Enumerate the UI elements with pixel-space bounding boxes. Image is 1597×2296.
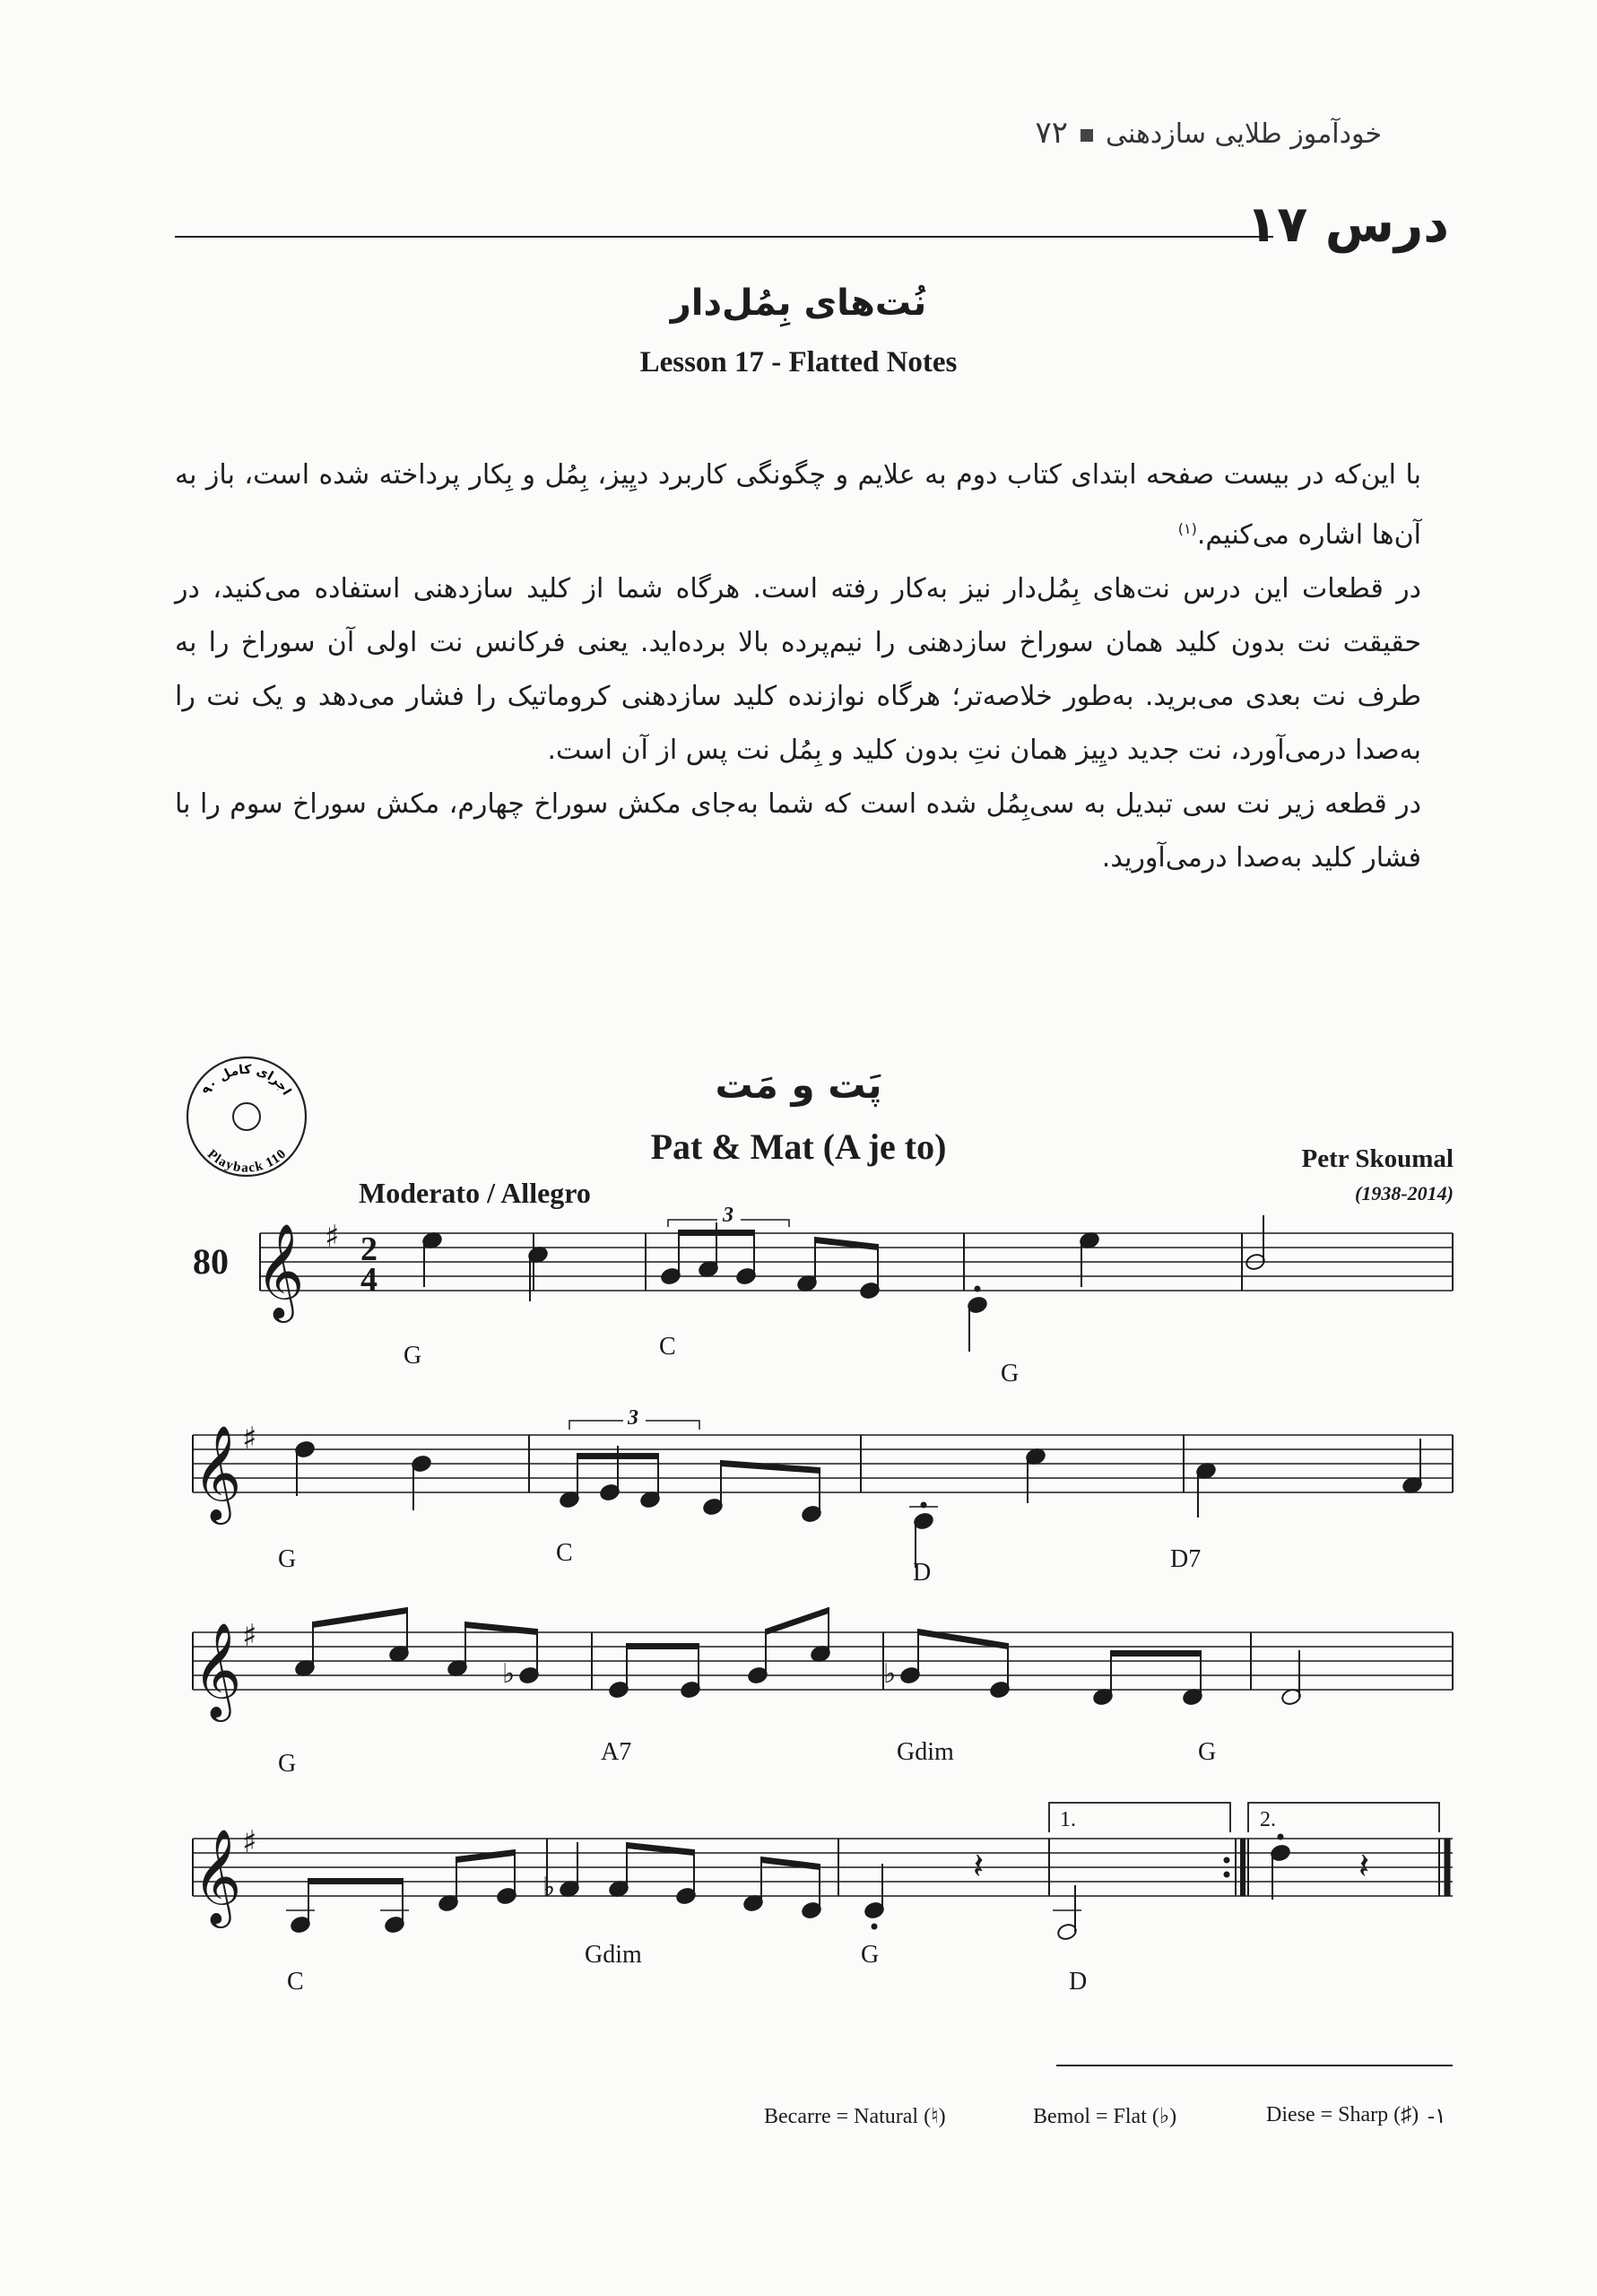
treble-clef-icon: 𝄞 — [193, 1828, 242, 1924]
book-title: خودآموز طلایی سازدهنی — [1106, 118, 1382, 150]
ending-2-label: 2. — [1260, 1808, 1276, 1831]
time-signature-bottom: 4 — [360, 1261, 378, 1299]
chord-symbol: G — [278, 1750, 297, 1778]
chord-symbol: D7 — [1170, 1545, 1202, 1573]
quarter-rest-icon: 𝄽 — [973, 1846, 985, 1887]
piece-title-persian: پَت و مَت — [715, 1063, 882, 1107]
key-sharp-icon: ♯ — [242, 1421, 257, 1457]
ending-1-label: 1. — [1060, 1808, 1076, 1831]
key-sharp-icon: ♯ — [325, 1219, 340, 1255]
lesson-heading: درس ۱۷ — [1245, 196, 1449, 254]
key-sharp-icon: ♯ — [242, 1618, 257, 1654]
piece-title-english: Pat & Mat (A je to) — [650, 1126, 947, 1167]
paragraph-1: با این‌که در بیست صفحه ابتدای کتاب دوم به علایم و چگونگی کاربرد دیِیز، بِمُل و بِکار پرداخته شده است، باز به آن‌ها اشاره می‌کنیم.$^{(۱)}$ — [175, 459, 1421, 551]
note-beam — [1111, 1650, 1201, 1657]
note-beam — [313, 1607, 407, 1628]
chord-symbol: G — [278, 1545, 297, 1573]
chord-symbol: C — [556, 1539, 573, 1567]
footnote-flat: Bemol = Flat (♭) — [1033, 2105, 1177, 2128]
notes-layer — [286, 1215, 1423, 1941]
chord-symbol: G — [1198, 1738, 1217, 1766]
chord-symbol: Gdim — [897, 1738, 954, 1766]
flat-accidental-icon: ♭ — [502, 1658, 516, 1690]
staccato-dot — [975, 1286, 981, 1292]
heading-rule — [175, 236, 1273, 238]
exercise-number: 80 — [193, 1241, 229, 1282]
triplet-mark: 3 — [723, 1204, 733, 1227]
composer-years: (1938-2014) — [1355, 1182, 1454, 1205]
footnote-natural: Becarre = Natural (♮) — [764, 2105, 946, 2128]
time-signature-top: 2 — [360, 1231, 378, 1268]
chord-symbol: D — [913, 1559, 932, 1587]
flat-accidental-icon: ♭ — [883, 1658, 897, 1690]
tempo-marking: Moderato / Allegro — [359, 1177, 591, 1209]
note-beam — [627, 1643, 699, 1649]
cd-label-fa: اجرای کامل ۹۰ — [199, 1062, 294, 1099]
staccato-dot — [872, 1924, 878, 1930]
footnote-rule — [1056, 2065, 1453, 2066]
body-text — [175, 448, 1421, 885]
triplet-mark: 3 — [628, 1406, 638, 1430]
note-beam — [308, 1878, 403, 1884]
note-beam — [456, 1849, 515, 1863]
composer: Petr Skoumal — [1301, 1144, 1454, 1173]
chord-symbol: A7 — [601, 1738, 632, 1766]
running-header — [1035, 115, 1382, 151]
note-beam — [721, 1460, 820, 1474]
separator-square-icon — [1081, 129, 1093, 142]
note-beam — [577, 1453, 658, 1459]
key-sharp-icon: ♯ — [242, 1824, 257, 1860]
chord-symbol: C — [287, 1968, 304, 1996]
chord-symbol: G — [861, 1941, 880, 1969]
chord-symbol: G — [1001, 1360, 1020, 1387]
staff-system-2 — [193, 1435, 1453, 1492]
treble-clef-icon: 𝄞 — [256, 1222, 305, 1318]
lesson-title-persian: نُت‌های بِمُل‌دار — [670, 283, 927, 324]
chord-symbol: D — [1069, 1968, 1088, 1996]
treble-clef-icon: 𝄞 — [193, 1622, 242, 1718]
paragraph-2: در قطعات این درس نت‌های بِمُل‌دار نیز به‌کار رفته است. هرگاه شما از کلید سازدهنی استفاده می‌کنید، در حقیقت نت بدون کلید همان سوراخ سازدهنی را نیم‌پرده بالا برده‌اید. یعنی فرکانس نت اولی آن سوراخ را به طرف نت بعدی می‌برید. به‌طور خلاصه‌تر؛ هرگاه نوازنده کلید سازدهنی کروماتیک را فشار می‌دهد و یک نت را به‌صدا درمی‌آورد، نت جدید دیِیز همان نتِ بدون کلید و بِمُل نت پس از آن است. — [175, 573, 1421, 766]
quarter-rest-icon: 𝄽 — [1358, 1846, 1370, 1887]
cd-label-en: Playback 110 — [204, 1146, 290, 1176]
lesson-title-english: Lesson 17 - Flatted Notes — [639, 346, 958, 378]
chord-symbol: C — [659, 1333, 676, 1361]
chord-symbol: G — [404, 1342, 422, 1370]
chord-symbol: Gdim — [585, 1941, 642, 1969]
note-beam — [766, 1607, 829, 1635]
treble-clef-icon: 𝄞 — [193, 1424, 242, 1520]
footnote-marker: -۱ — [1428, 2105, 1446, 2128]
flat-accidental-icon: ♭ — [542, 1872, 556, 1903]
sheet-music — [0, 1204, 1597, 2036]
footnote-ref: (۱) — [1177, 520, 1197, 537]
staccato-dot — [1278, 1834, 1284, 1840]
paragraph-3: در قطعه زیر نت سی تبدیل به سی‌بِمُل شده است که شما به‌جای مکش سوراخ چهارم، مکش سوراخ سوم را با فشار کلید به‌صدا درمی‌آورید. — [175, 788, 1421, 874]
footnote-sharp: Diese = Sharp (♯) — [1266, 2103, 1419, 2126]
page-number: ۷۲ — [1035, 115, 1068, 151]
note-beam — [679, 1230, 754, 1236]
